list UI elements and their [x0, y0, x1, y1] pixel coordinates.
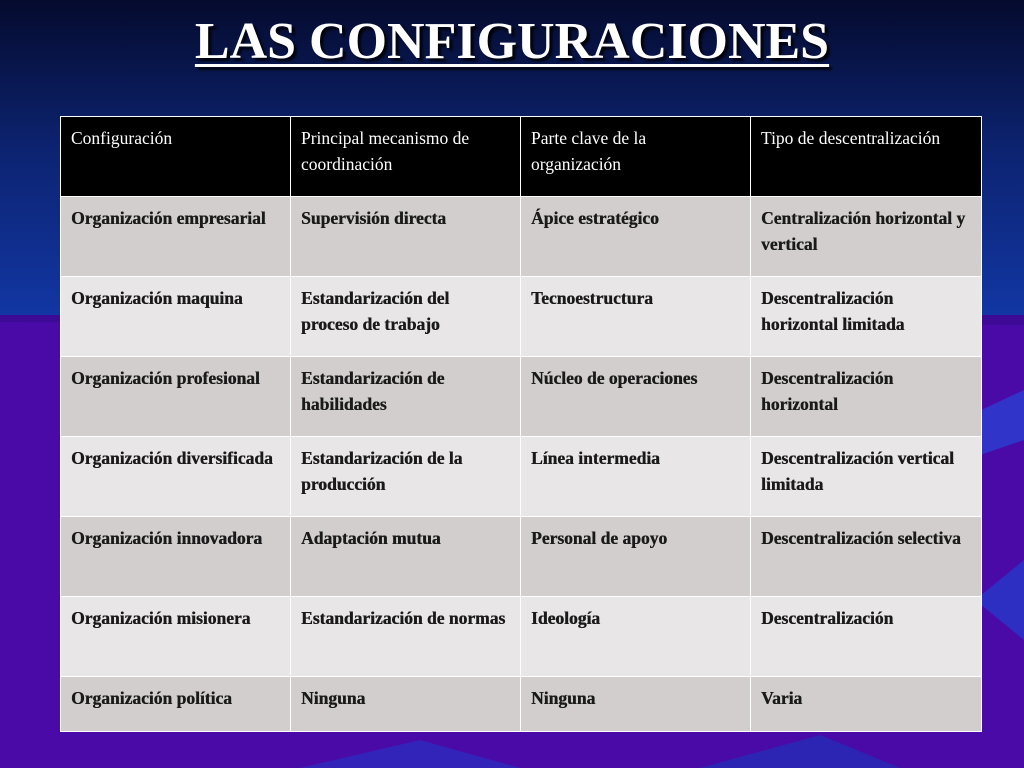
header-parte-clave: Parte clave de la organización — [521, 117, 751, 197]
table-cell: Centralización horizontal y vertical — [751, 197, 982, 277]
table-cell: Descentralización vertical limitada — [751, 437, 982, 517]
header-configuracion: Configuración — [61, 117, 291, 197]
table-cell: Organización misionera — [61, 597, 291, 677]
table-cell: Supervisión directa — [291, 197, 521, 277]
table-cell: Organización diversificada — [61, 437, 291, 517]
table-row — [61, 517, 982, 597]
configurations-table — [60, 116, 982, 732]
table-header-row — [61, 117, 982, 197]
table-cell: Núcleo de operaciones — [521, 357, 751, 437]
table-cell: Tecnoestructura — [521, 277, 751, 357]
table-cell: Descentralización selectiva — [751, 517, 982, 597]
table-row — [61, 277, 982, 357]
table-row — [61, 357, 982, 437]
table-cell: Organización innovadora — [61, 517, 291, 597]
table-cell: Organización empresarial — [61, 197, 291, 277]
table-cell: Estandarización de normas — [291, 597, 521, 677]
table-cell: Descentralización horizontal — [751, 357, 982, 437]
table-cell: Línea intermedia — [521, 437, 751, 517]
table-cell: Descentralización horizontal limitada — [751, 277, 982, 357]
table-row — [61, 197, 982, 277]
table-cell: Ninguna — [291, 677, 521, 732]
table-cell: Organización política — [61, 677, 291, 732]
table-cell: Organización maquina — [61, 277, 291, 357]
table-cell: Adaptación mutua — [291, 517, 521, 597]
table-cell: Varia — [751, 677, 982, 732]
header-descentralizacion: Tipo de descentralización — [751, 117, 982, 197]
table-row — [61, 677, 982, 732]
slide-title: LAS CONFIGURACIONES — [194, 13, 830, 70]
table-cell: Organización profesional — [61, 357, 291, 437]
header-mecanismo: Principal mecanismo de coordinación — [291, 117, 521, 197]
table-cell: Estandarización del proceso de trabajo — [291, 277, 521, 357]
table-row — [61, 597, 982, 677]
table-cell: Personal de apoyo — [521, 517, 751, 597]
table-cell: Estandarización de habilidades — [291, 357, 521, 437]
table-cell: Ninguna — [521, 677, 751, 732]
table-row — [61, 437, 982, 517]
table-cell: Ideología — [521, 597, 751, 677]
table-cell: Ápice estratégico — [521, 197, 751, 277]
table-cell: Descentralización — [751, 597, 982, 677]
table-cell: Estandarización de la producción — [291, 437, 521, 517]
